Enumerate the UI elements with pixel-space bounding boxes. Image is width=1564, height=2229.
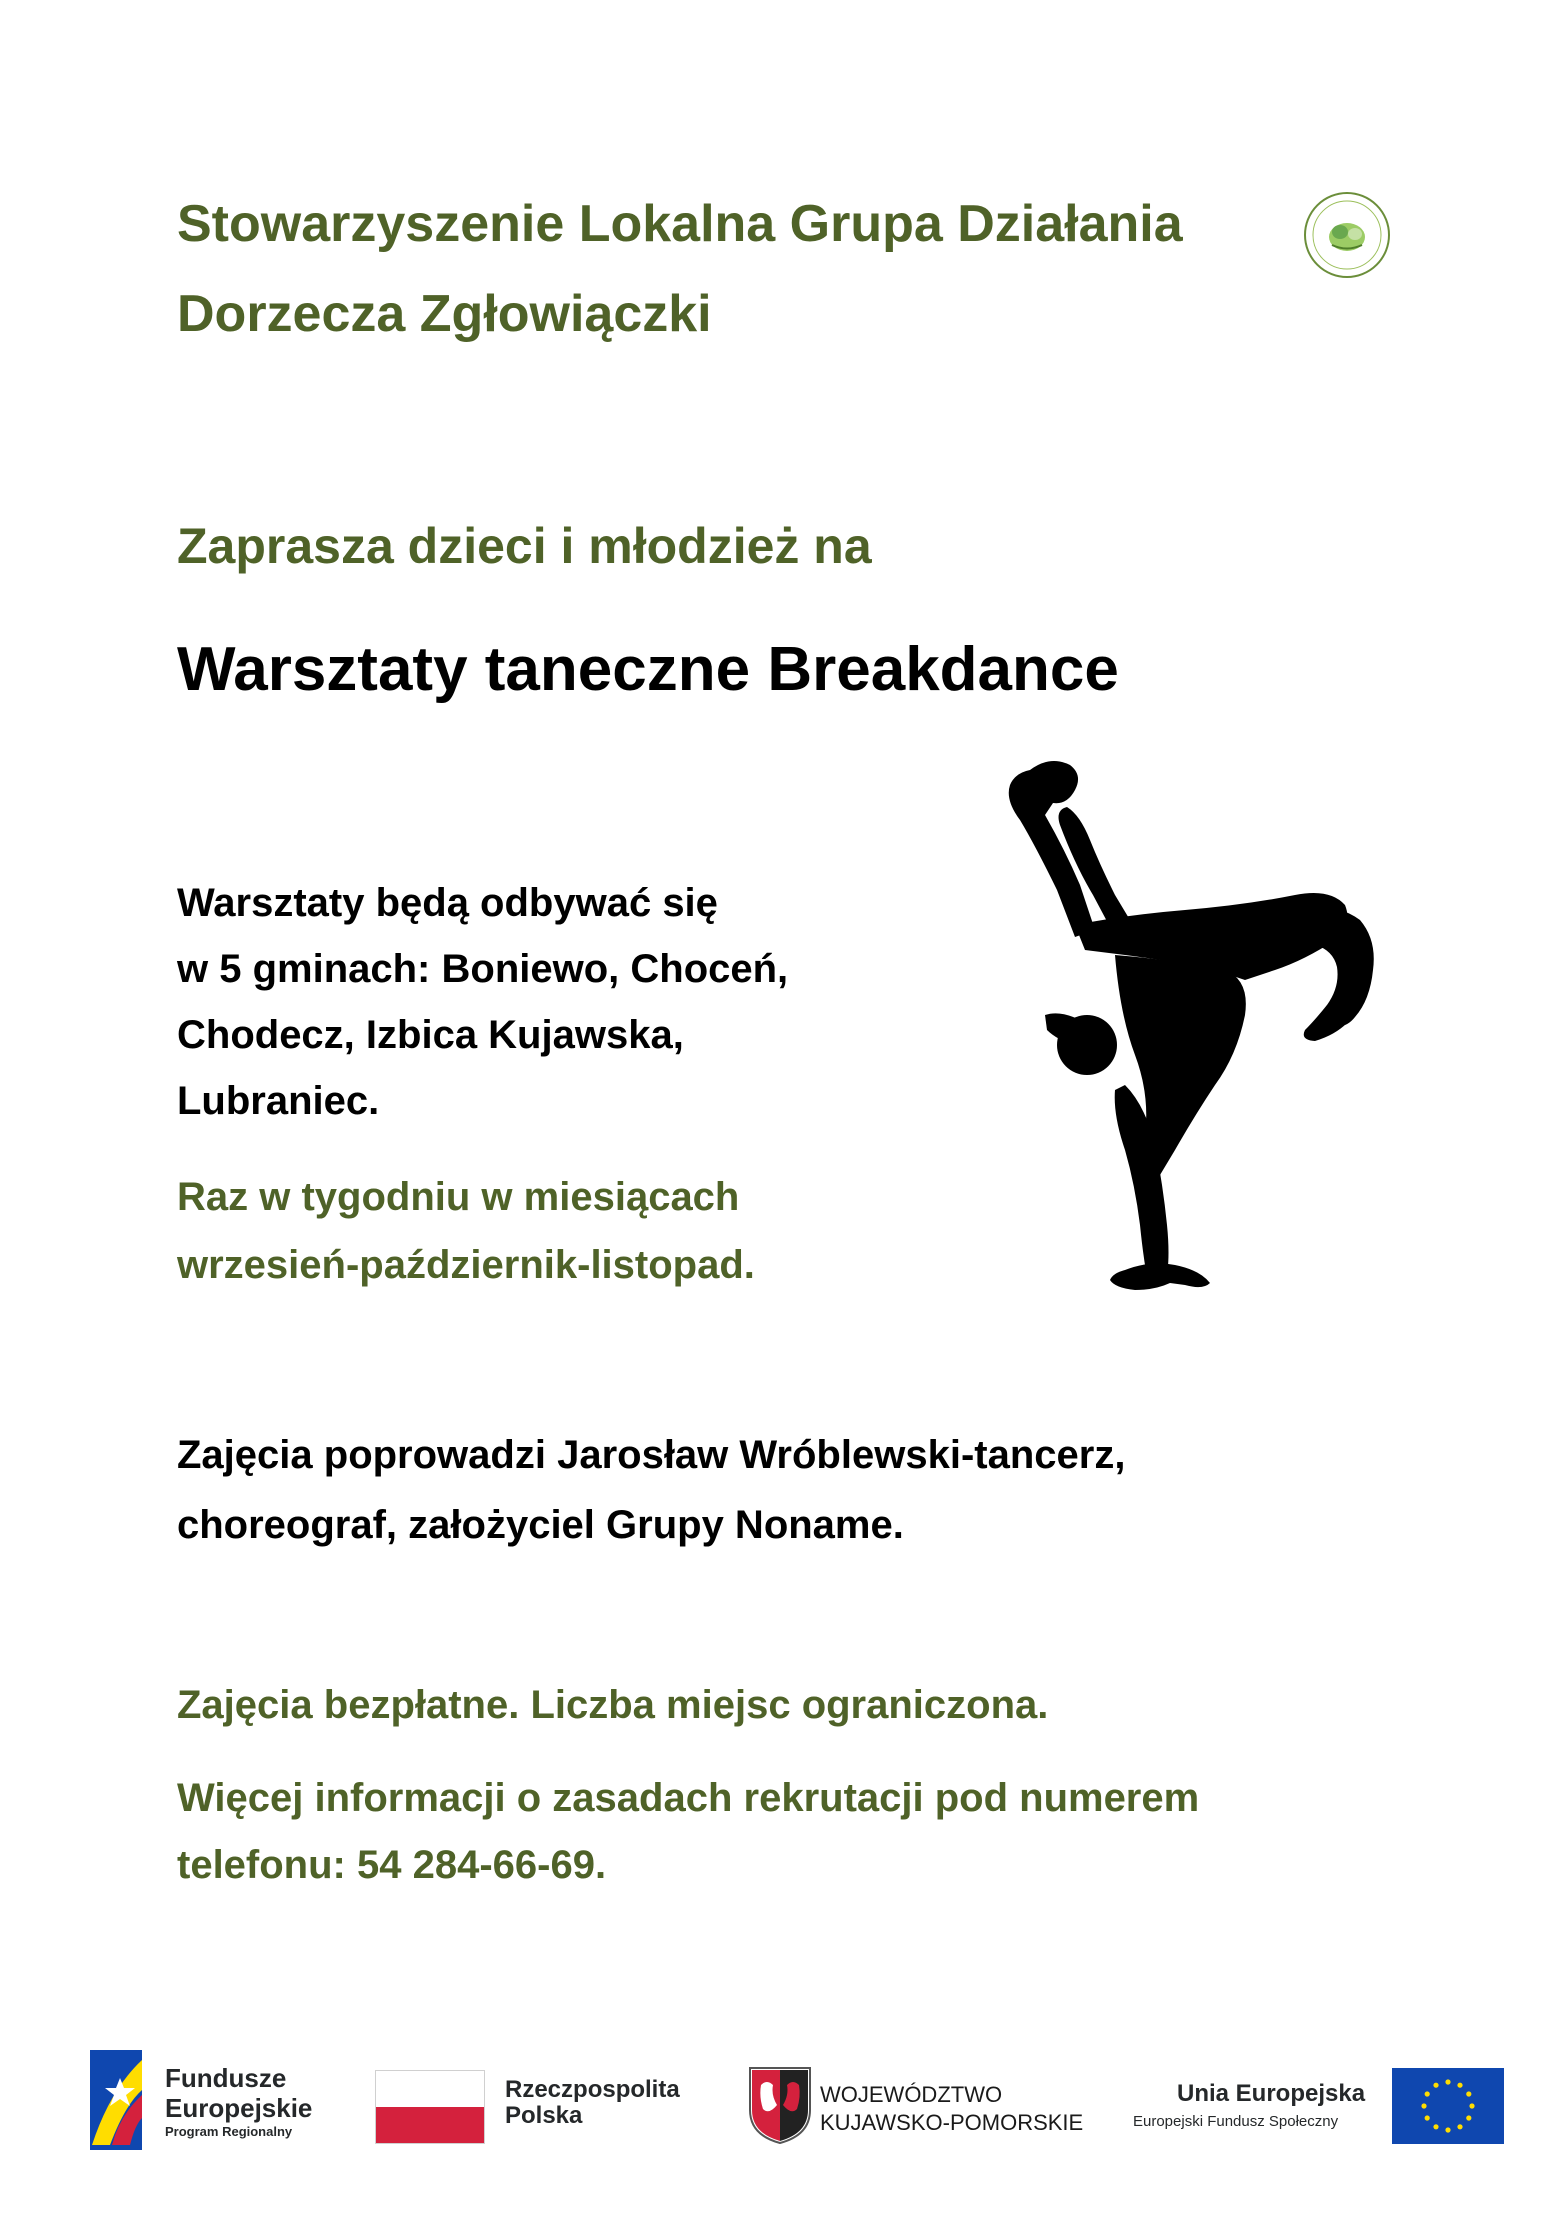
eu-star-icon <box>1466 2115 1471 2120</box>
free-info: Zajęcia bezpłatne. Liczba miejsc ograniczona. <box>177 1683 1049 1727</box>
eu-star-icon <box>1425 2091 1430 2096</box>
eu-star-icon <box>1466 2091 1471 2096</box>
fe-text-line2: Europejskie <box>165 2093 313 2123</box>
eu-star-icon <box>1469 2103 1474 2108</box>
locations-line: w 5 gminach: Boniewo, Choceń, <box>177 947 789 991</box>
kujawsko-pomorskie-crest-icon <box>747 2065 813 2145</box>
workshop-title: Warsztaty taneczne Breakdance <box>177 635 1119 704</box>
fundusze-europejskie-logo-icon <box>90 2050 170 2150</box>
instructor-line: choreograf, założyciel Grupy Noname. <box>177 1503 904 1547</box>
org-name-line1: Stowarzyszenie Lokalna Grupa Działania <box>177 195 1183 253</box>
frequency-line: wrzesień-październik-listopad. <box>177 1243 755 1287</box>
recruitment-info-line1: Więcej informacji o zasadach rekrutacji pod numerem <box>177 1776 1200 1820</box>
locations-line: Chodecz, Izbica Kujawska, <box>177 1013 684 1057</box>
invitation-text: Zaprasza dzieci i młodzież na <box>177 518 872 574</box>
fe-text-line3: Program Regionalny <box>165 2124 293 2139</box>
eu-star-icon <box>1425 2115 1430 2120</box>
locations-line: Warsztaty będą odbywać się <box>177 881 718 925</box>
lgd-logo-icon <box>1302 190 1392 280</box>
ue-text-line2: Europejski Fundusz Społeczny <box>1133 2113 1339 2130</box>
breakdancer-silhouette-icon <box>975 755 1455 1385</box>
eu-star-icon <box>1457 2124 1462 2129</box>
eu-flag-icon <box>1392 2068 1504 2144</box>
locations-line: Lubraniec. <box>177 1079 380 1123</box>
frequency-line: Raz w tygodniu w miesiącach <box>177 1175 740 1219</box>
instructor-line: Zajęcia poprowadzi Jarosław Wróblewski-tancerz, <box>177 1433 1126 1477</box>
rp-text-line2: Polska <box>505 2102 583 2129</box>
eu-star-icon <box>1421 2103 1426 2108</box>
fe-text-line1: Fundusze <box>165 2063 287 2093</box>
eu-star-icon <box>1433 2124 1438 2129</box>
eu-star-icon <box>1445 2079 1450 2084</box>
poland-flag-icon <box>375 2070 485 2144</box>
eu-star-icon <box>1457 2083 1462 2088</box>
ue-text-line1: Unia Europejska <box>1177 2080 1366 2107</box>
eu-star-icon <box>1433 2083 1438 2088</box>
woj-text-line2: KUJAWSKO-POMORSKIE <box>820 2110 1084 2135</box>
eu-star-icon <box>1445 2127 1450 2132</box>
org-name-line2: Dorzecza Zgłowiączki <box>177 285 712 343</box>
recruitment-info-line2: telefonu: 54 284-66-69. <box>177 1843 607 1887</box>
woj-text-line1: WOJEWÓDZTWO <box>820 2082 1003 2107</box>
rp-text-line1: Rzeczpospolita <box>505 2076 680 2103</box>
